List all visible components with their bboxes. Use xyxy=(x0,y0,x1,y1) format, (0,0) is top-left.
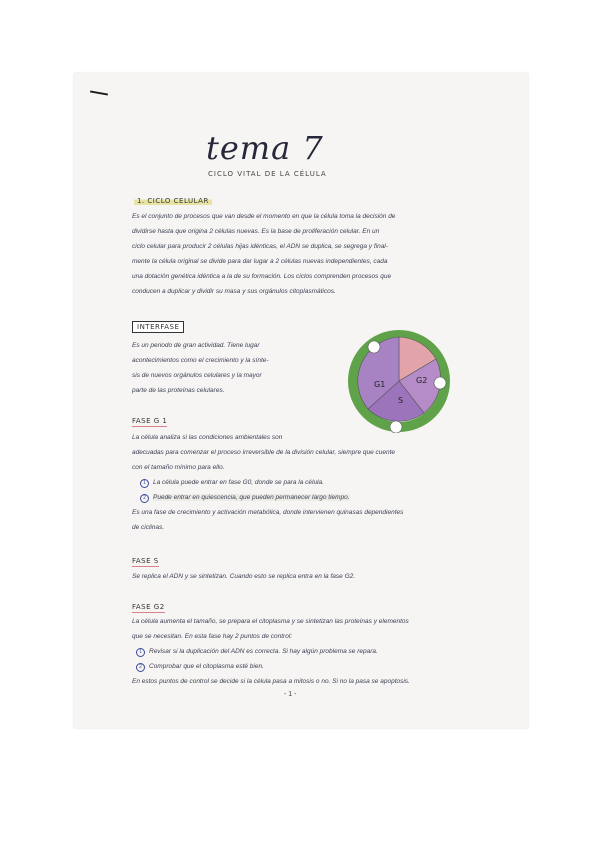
fase-g2-text: La célula aumenta el tamaño, se prepara el citoplasma y se sintetizan las proteínas y elementos que se necesitan. En esta fase hay 2 puntos de control: 1 Revisar si la duplicación del ADN es correcta. Si hay algún problema se repara. 2 Comprobar que el citoplasma esté bien. En estos puntos de control se decide si la célula pasa a mitosis o no. Si no la pasa se apoptosis. xyxy=(132,614,522,689)
cell-icon xyxy=(434,377,446,389)
list-item: 2 Puede entrar en quiescencia, que pueden permanecer largo tiempo. xyxy=(132,490,522,505)
list-item: 2 Comprobar que el citoplasma esté bien. xyxy=(132,659,522,674)
section-heading-interfase: INTERFASE xyxy=(132,323,184,331)
label-g2: G2 xyxy=(416,376,428,385)
section-heading-fase-g1: FASE G 1 xyxy=(132,417,168,425)
list-item: 1 Revisar si la duplicación del ADN es correcta. Si hay algún problema se repara. xyxy=(132,644,522,659)
cell-icon xyxy=(368,341,380,353)
notebook-page xyxy=(74,73,528,728)
label-s: S xyxy=(398,396,404,405)
section-heading-ciclo-celular: 1. CICLO CELULAR xyxy=(134,197,212,205)
list-item: 1 La célula puede entrar en fase G0, donde se para la célula. xyxy=(132,475,522,490)
fase-g1-text: La célula analiza si las condiciones ambientales son adecuadas para comenzar el proceso irreversible de la división celular, siempre que cuente con el tamaño mínimo para ello. 1 La célula puede entrar en fase G0, donde se para la célula. 2 Puede entrar en quiescencia, que pueden permanecer largo tiempo. Es una fase de crecimiento y activación metabólica, donde intervienen quinasas dependientes de ciclinas. xyxy=(132,430,522,535)
fase-s-text: Se replica el ADN y se sintetizan. Cuando esto se replica entra en la fase G2. xyxy=(132,573,356,580)
cell-cycle-diagram xyxy=(344,323,454,433)
section-ciclo-celular-text: Es el conjunto de procesos que van desde el momento en que la célula toma la decisión de dividirse hasta que origina 2 células nuevas. Es la base de proliferación celular. En un ciclo celular para producir 2 células hijas idénticas, el ADN se duplica, se segrega y final- mente la célula original se divide para dar lugar a 2 células nuevas independientes, cada una dotación genética idéntica a la de su formación. Los ciclos comprenden procesos que conducen a duplicar y dividir su masa y sus orgánulos citoplasmáticos. xyxy=(132,213,396,295)
pen-mark xyxy=(90,90,108,95)
page-title: tema 7 xyxy=(206,129,324,167)
label-g1: G1 xyxy=(374,380,386,389)
page-number: - 1 - xyxy=(284,691,297,698)
section-heading-fase-s: FASE S xyxy=(132,557,159,565)
section-heading-fase-g2: FASE G2 xyxy=(132,603,165,611)
page-subtitle: CICLO VITAL DE LA CÉLULA xyxy=(208,170,327,178)
interfase-text: Es un periodo de gran actividad. Tiene lugar acontecimientos como el crecimiento y la sínte- sis de nuevos orgánulos celulares y la mayor parte de las proteínas celulares. xyxy=(132,342,269,394)
